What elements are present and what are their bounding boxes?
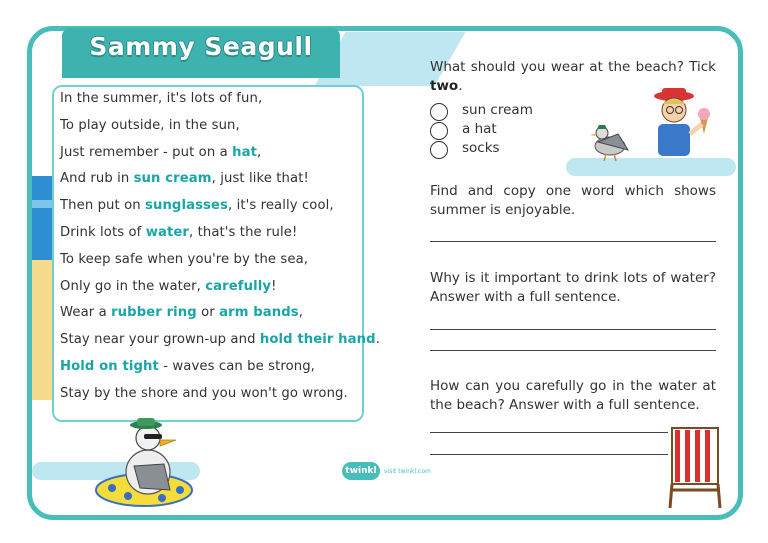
poem-keyword: sun cream bbox=[133, 171, 212, 187]
tick-circle-socks[interactable] bbox=[430, 141, 448, 159]
poem-line bbox=[60, 332, 380, 347]
option-sun-cream: sun cream bbox=[462, 102, 533, 118]
answer-line[interactable] bbox=[430, 329, 716, 330]
poem-line bbox=[60, 359, 315, 374]
poem-text: To keep safe when you're by the sea, bbox=[60, 251, 309, 267]
answer-line[interactable] bbox=[430, 241, 716, 242]
poem-text: , bbox=[256, 144, 262, 160]
poem-text: In the summer, it's lots of fun, bbox=[60, 91, 263, 106]
twinkl-logo: twinkl bbox=[342, 462, 380, 480]
poem-line bbox=[60, 171, 309, 186]
poem-text: Then put on bbox=[60, 198, 145, 214]
poem-keyword: carefully bbox=[205, 278, 272, 294]
poem-line bbox=[60, 145, 261, 160]
seagull-with-rubber-ring-icon bbox=[88, 416, 200, 512]
poem-line bbox=[60, 252, 308, 267]
poem-text: To play outside, in the sun, bbox=[60, 117, 240, 133]
tick-circle-sun-cream[interactable] bbox=[430, 103, 448, 121]
sand-decoration bbox=[32, 260, 52, 400]
question-2: Find and copy one word which shows summer is enjoyable. bbox=[430, 183, 716, 218]
question-4: How can you carefully go in the water at the beach? Answer with a full sentence. bbox=[430, 378, 716, 413]
deckchair-icon bbox=[668, 424, 722, 510]
poem-keyword: sunglasses bbox=[145, 198, 228, 214]
question-1 bbox=[430, 58, 716, 96]
poem-line bbox=[60, 279, 276, 294]
poem-text: , just like that! bbox=[211, 171, 309, 187]
poem-line bbox=[60, 305, 303, 320]
poem-keyword: water bbox=[145, 225, 190, 240]
poem-line bbox=[60, 386, 348, 401]
poem-text: Stay near your grown-up and bbox=[60, 332, 260, 348]
option-socks: socks bbox=[462, 140, 500, 156]
poem-keyword: Hold on tight bbox=[60, 359, 159, 374]
question-3: Why is it important to drink lots of water? Answer with a full sentence. bbox=[430, 270, 716, 305]
tick-circle-hat[interactable] bbox=[430, 122, 448, 140]
poem-text: . bbox=[375, 332, 380, 348]
poem-text: And rub in bbox=[60, 171, 134, 187]
question-1-emphasis: two bbox=[430, 78, 459, 94]
poem-line bbox=[60, 118, 240, 133]
poem-keyword: hold their hand bbox=[259, 332, 376, 348]
sea-decoration bbox=[32, 176, 52, 260]
footer-url: visit twinkl.com bbox=[384, 468, 431, 475]
poem-text: Wear a bbox=[60, 305, 112, 321]
poem-text: , it's really cool, bbox=[227, 198, 334, 214]
poem-text: or bbox=[196, 305, 220, 321]
question-1-text: What should you wear at the beach? Tick bbox=[430, 59, 716, 75]
poem-text: Just remember - put on a bbox=[60, 144, 233, 160]
question-1-end: . bbox=[458, 78, 463, 94]
poem-line bbox=[60, 225, 297, 240]
poem-keyword: rubber ring bbox=[111, 305, 197, 321]
answer-line[interactable] bbox=[430, 350, 716, 351]
poem-line bbox=[60, 198, 334, 213]
poem-keyword: hat bbox=[232, 144, 257, 160]
poem-text: Drink lots of bbox=[60, 225, 146, 240]
poem-line bbox=[60, 91, 262, 106]
small-seagull-icon bbox=[588, 120, 636, 162]
poem-text: ! bbox=[271, 278, 277, 294]
answer-line[interactable] bbox=[430, 454, 668, 455]
answer-line[interactable] bbox=[430, 432, 668, 433]
poem-text: Stay by the shore and you won't go wrong. bbox=[60, 385, 348, 401]
poem-text: , bbox=[298, 305, 304, 321]
wave-decoration bbox=[32, 200, 52, 208]
poem-text: Only go in the water, bbox=[60, 278, 206, 294]
poem-text: , that's the rule! bbox=[189, 225, 298, 240]
page-title: Sammy Seagull bbox=[89, 32, 313, 61]
poem-text: - waves can be strong, bbox=[158, 359, 315, 374]
poem-keyword: arm bands bbox=[219, 305, 299, 321]
option-hat: a hat bbox=[462, 121, 497, 137]
